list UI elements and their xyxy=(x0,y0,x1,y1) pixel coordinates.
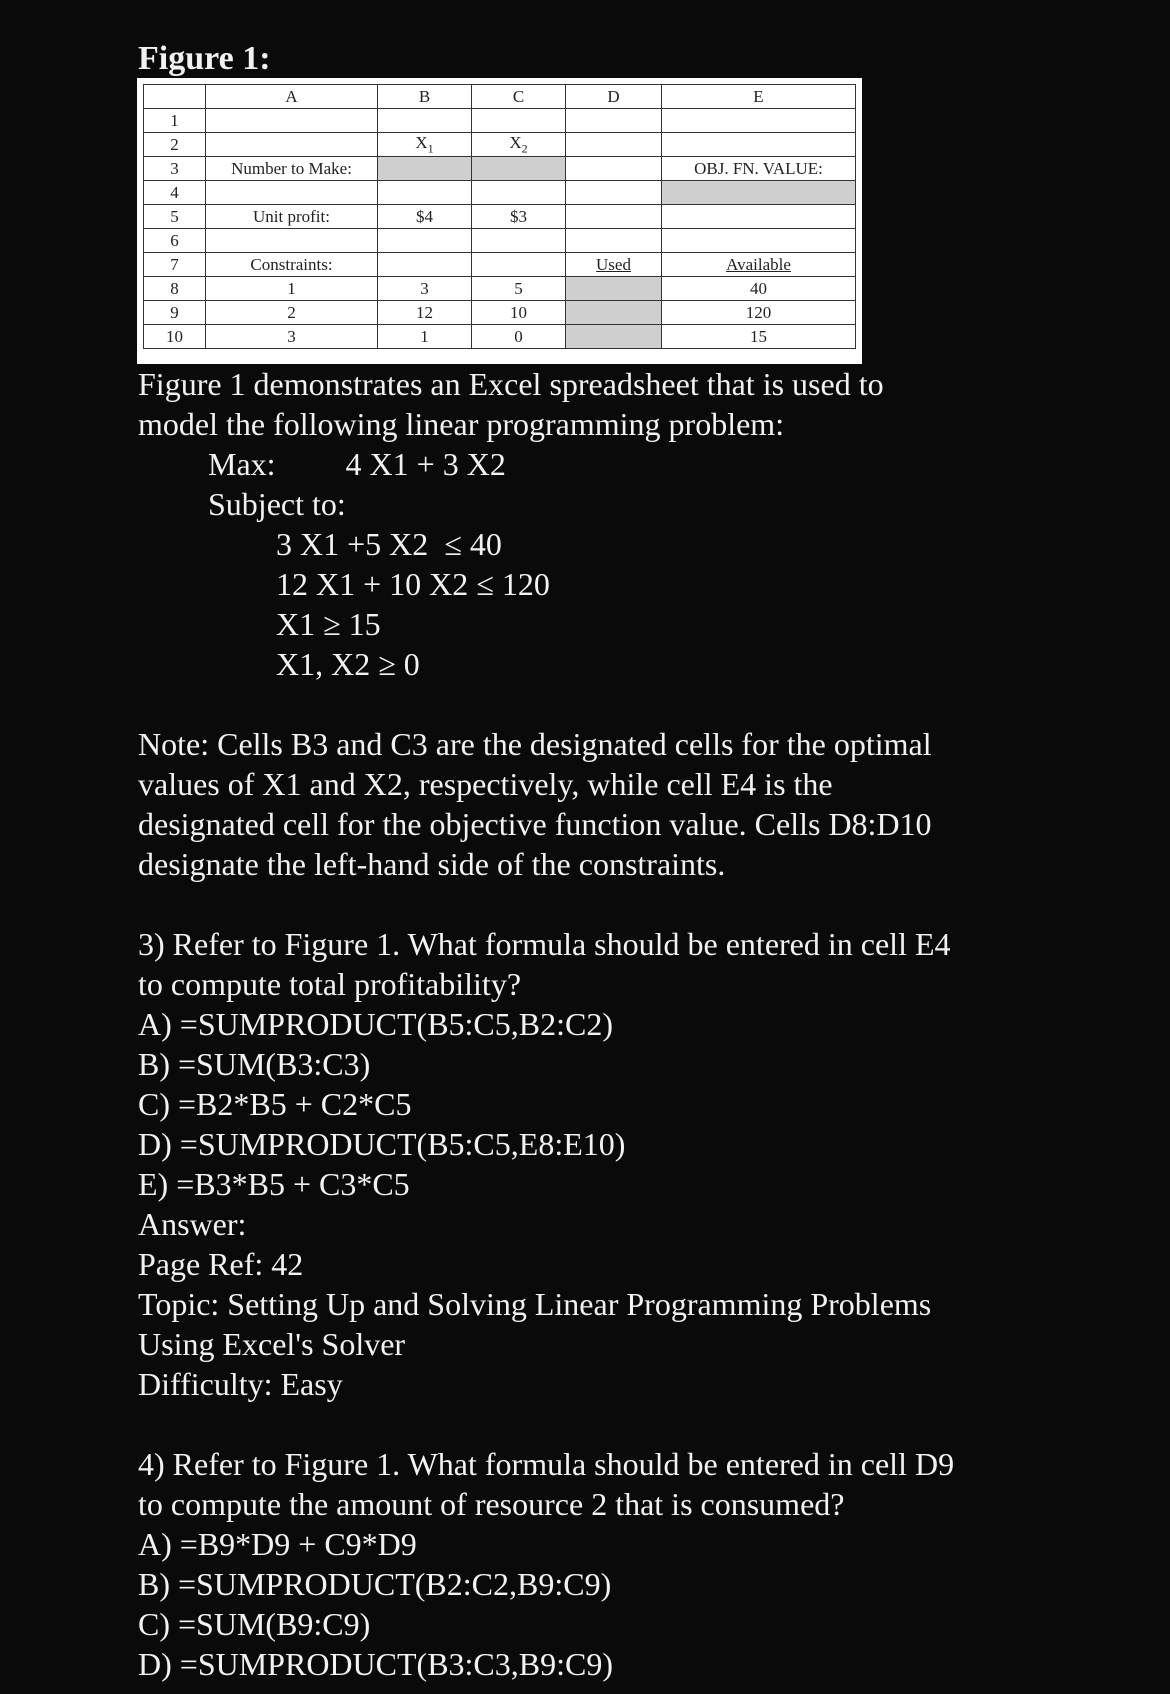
cell-e1 xyxy=(662,109,856,133)
cell-c1 xyxy=(472,109,566,133)
sheet-row-10 xyxy=(144,325,856,349)
intro-line: model the following linear programming problem: xyxy=(138,406,785,442)
col-header-e: E xyxy=(662,85,856,109)
col-header-c: C xyxy=(472,85,566,109)
cell-d3 xyxy=(566,157,662,181)
row-number: 5 xyxy=(144,205,206,229)
row-number: 6 xyxy=(144,229,206,253)
q4-question-line: to compute the amount of resource 2 that is consumed? xyxy=(138,1486,845,1522)
cell-e3: OBJ. FN. VALUE: xyxy=(662,157,856,181)
cell-b3 xyxy=(378,157,472,181)
note-line: values of X1 and X2, respectively, while cell E4 is the xyxy=(138,766,833,802)
note-line: designated cell for the objective function value. Cells D8:D10 xyxy=(138,806,932,842)
constraint-3: X1 ≥ 15 xyxy=(276,606,381,642)
q3-answer: Answer: xyxy=(138,1206,247,1242)
x1-label: X xyxy=(415,133,428,152)
row-number: 10 xyxy=(144,325,206,349)
sheet-row-3 xyxy=(144,157,856,181)
q3-difficulty: Difficulty: Easy xyxy=(138,1366,343,1402)
cell-c4 xyxy=(472,181,566,205)
cell-e9: 120 xyxy=(662,301,856,325)
constraint-4: X1, X2 ≥ 0 xyxy=(276,646,420,682)
col-header-b: B xyxy=(378,85,472,109)
cell-b8: 3 xyxy=(378,277,472,301)
document-body xyxy=(138,364,1148,1684)
cell-c8: 5 xyxy=(472,277,566,301)
x1-subscript: 1 xyxy=(427,141,434,156)
cell-a2 xyxy=(206,133,378,157)
row-number: 3 xyxy=(144,157,206,181)
q3-option-b: B) =SUM(B3:C3) xyxy=(138,1046,371,1082)
subject-to-label: Subject to: xyxy=(208,486,346,522)
cell-e6 xyxy=(662,229,856,253)
row-number: 9 xyxy=(144,301,206,325)
q4-option-b: B) =SUMPRODUCT(B2:C2,B9:C9) xyxy=(138,1566,612,1602)
row-number: 1 xyxy=(144,109,206,133)
intro-line: Figure 1 demonstrates an Excel spreadsheet that is used to xyxy=(138,366,884,402)
objective-expression: 4 X1 + 3 X2 xyxy=(345,446,506,482)
cell-a8: 1 xyxy=(206,277,378,301)
cell-b4 xyxy=(378,181,472,205)
cell-d5 xyxy=(566,205,662,229)
cell-d10 xyxy=(566,325,662,349)
cell-c2 xyxy=(472,133,566,157)
col-header-d: D xyxy=(566,85,662,109)
constraint-1: 3 X1 +5 X2 ≤ 40 xyxy=(276,526,502,562)
cell-c3 xyxy=(472,157,566,181)
cell-c6 xyxy=(472,229,566,253)
cell-b7 xyxy=(378,253,472,277)
cell-c5: $3 xyxy=(472,205,566,229)
row-number: 8 xyxy=(144,277,206,301)
cell-a10: 3 xyxy=(206,325,378,349)
note-line: designate the left-hand side of the constraints. xyxy=(138,846,726,882)
cell-e10: 15 xyxy=(662,325,856,349)
sheet-row-5 xyxy=(144,205,856,229)
corner-cell xyxy=(144,85,206,109)
cell-e8: 40 xyxy=(662,277,856,301)
q4-option-a: A) =B9*D9 + C9*D9 xyxy=(138,1526,417,1562)
q3-option-e: E) =B3*B5 + C3*C5 xyxy=(138,1166,410,1202)
cell-a4 xyxy=(206,181,378,205)
cell-a9: 2 xyxy=(206,301,378,325)
sheet-row-2 xyxy=(144,133,856,157)
cell-d4 xyxy=(566,181,662,205)
cell-e5 xyxy=(662,205,856,229)
cell-c7 xyxy=(472,253,566,277)
cell-a1 xyxy=(206,109,378,133)
cell-e2 xyxy=(662,133,856,157)
cell-a7: Constraints: xyxy=(206,253,378,277)
q3-question-line: 3) Refer to Figure 1. What formula should be entered in cell E4 xyxy=(138,926,951,962)
sheet-row-6 xyxy=(144,229,856,253)
cell-b10: 1 xyxy=(378,325,472,349)
cell-a6 xyxy=(206,229,378,253)
q4-question-line: 4) Refer to Figure 1. What formula should be entered in cell D9 xyxy=(138,1446,955,1482)
cell-b9: 12 xyxy=(378,301,472,325)
row-number: 4 xyxy=(144,181,206,205)
sheet-row-1 xyxy=(144,109,856,133)
cell-b5: $4 xyxy=(378,205,472,229)
spreadsheet-table xyxy=(143,84,856,349)
cell-b1 xyxy=(378,109,472,133)
sheet-row-4 xyxy=(144,181,856,205)
max-label: Max: xyxy=(208,446,276,482)
q3-page-ref: Page Ref: 42 xyxy=(138,1246,304,1282)
cell-b2 xyxy=(378,133,472,157)
cell-a5: Unit profit: xyxy=(206,205,378,229)
x2-subscript: 2 xyxy=(521,141,528,156)
sheet-row-9 xyxy=(144,301,856,325)
q3-option-c: C) =B2*B5 + C2*C5 xyxy=(138,1086,412,1122)
column-header-row xyxy=(144,85,856,109)
sheet-row-7 xyxy=(144,253,856,277)
spreadsheet-figure xyxy=(137,78,862,364)
x2-label: X xyxy=(509,133,522,152)
q4-option-c: C) =SUM(B9:C9) xyxy=(138,1606,371,1642)
cell-d8 xyxy=(566,277,662,301)
q4-option-d: D) =SUMPRODUCT(B3:C3,B9:C9) xyxy=(138,1646,613,1682)
q3-topic-line: Topic: Setting Up and Solving Linear Programming Problems xyxy=(138,1286,932,1322)
row-number: 7 xyxy=(144,253,206,277)
q3-topic-line: Using Excel's Solver xyxy=(138,1326,406,1362)
q3-question-line: to compute total profitability? xyxy=(138,966,522,1002)
cell-c9: 10 xyxy=(472,301,566,325)
cell-a3: Number to Make: xyxy=(206,157,378,181)
constraint-2: 12 X1 + 10 X2 ≤ 120 xyxy=(276,566,550,602)
cell-d7: Used xyxy=(566,253,662,277)
row-number: 2 xyxy=(144,133,206,157)
figure-title: Figure 1: xyxy=(138,40,271,77)
col-header-a: A xyxy=(206,85,378,109)
cell-d2 xyxy=(566,133,662,157)
q3-option-d: D) =SUMPRODUCT(B5:C5,E8:E10) xyxy=(138,1126,626,1162)
cell-d9 xyxy=(566,301,662,325)
cell-c10: 0 xyxy=(472,325,566,349)
cell-d1 xyxy=(566,109,662,133)
objective-row xyxy=(138,444,1148,484)
q3-option-a: A) =SUMPRODUCT(B5:C5,B2:C2) xyxy=(138,1006,613,1042)
sheet-row-8 xyxy=(144,277,856,301)
cell-e4 xyxy=(662,181,856,205)
cell-d6 xyxy=(566,229,662,253)
cell-b6 xyxy=(378,229,472,253)
cell-e7: Available xyxy=(662,253,856,277)
note-line: Note: Cells B3 and C3 are the designated cells for the optimal xyxy=(138,726,932,762)
